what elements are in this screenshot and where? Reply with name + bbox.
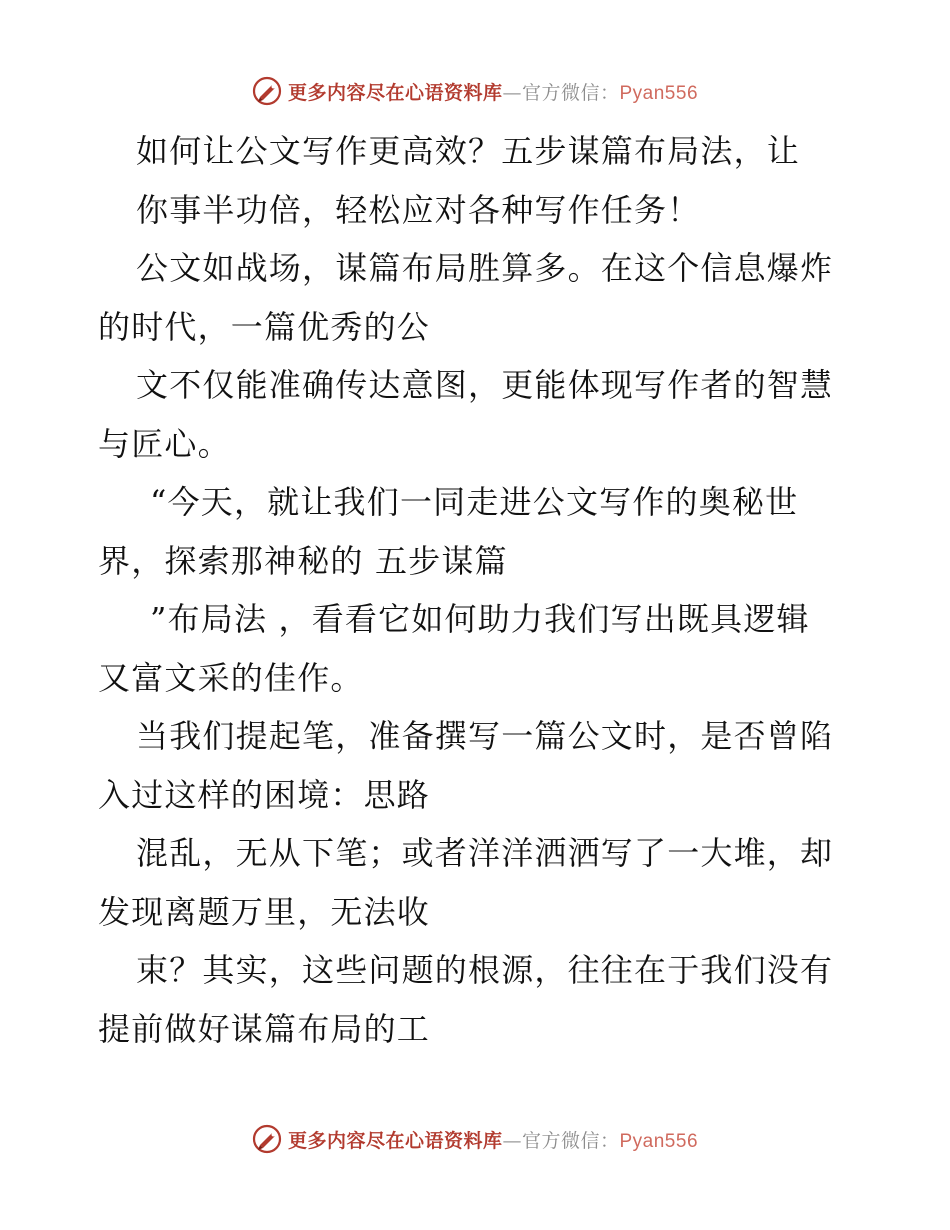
banner-wechat-label: 官方微信： — [521, 1129, 620, 1152]
banner-separator: — — [502, 81, 522, 104]
text-line: 文不仅能准确传达意图，更能体现写作者的智慧 — [136, 366, 834, 404]
text-line: 又富文采的佳作。 — [98, 658, 364, 697]
text-line: 你事半功倍，轻松应对各种写作任务！ — [136, 190, 701, 229]
text-line: 与匠心。 — [98, 424, 231, 463]
text-line: 界，探索那神秘的 五步谋篇 — [98, 541, 508, 580]
text-line: “今天，就让我们一同走进公文写作的奥秘世 — [150, 483, 799, 521]
header-banner — [0, 74, 950, 108]
text-line: 入过这样的困境：思路 — [98, 775, 431, 814]
banner-wechat-id: Pyan556 — [619, 1130, 699, 1152]
banner-text — [288, 78, 698, 105]
text-line: 当我们提起笔，准备撰写一篇公文时，是否曾陷 — [136, 717, 834, 755]
text-line: 发现离题万里，无法收 — [98, 892, 431, 931]
banner-separator: — — [502, 1129, 522, 1152]
text-line: 混乱，无从下笔；或者洋洋洒洒写了一大堆，却 — [136, 834, 834, 872]
text-line: 提前做好谋篇布局的工 — [98, 1009, 431, 1048]
text-line: ”布局法 ，看看它如何助力我们写出既具逻辑 — [150, 600, 810, 638]
text-line: 束？其实，这些问题的根源，往往在于我们没有 — [136, 951, 834, 989]
banner-main-text: 更多内容尽在心语资料库 — [287, 81, 503, 104]
text-line: 公文如战场，谋篇布局胜算多。在这个信息爆炸 — [136, 249, 834, 287]
text-line: 如何让公文写作更高效？五步谋篇布局法，让 — [136, 132, 801, 170]
footer-banner — [0, 1122, 950, 1156]
banner-text — [288, 1126, 698, 1153]
document-body — [98, 122, 858, 1058]
pen-logo-icon — [252, 76, 282, 106]
text-line: 的时代，一篇优秀的公 — [98, 307, 431, 346]
banner-wechat-id: Pyan556 — [619, 82, 699, 104]
banner-wechat-label: 官方微信： — [521, 81, 620, 104]
pen-logo-icon — [252, 1124, 282, 1154]
banner-main-text: 更多内容尽在心语资料库 — [287, 1129, 503, 1152]
